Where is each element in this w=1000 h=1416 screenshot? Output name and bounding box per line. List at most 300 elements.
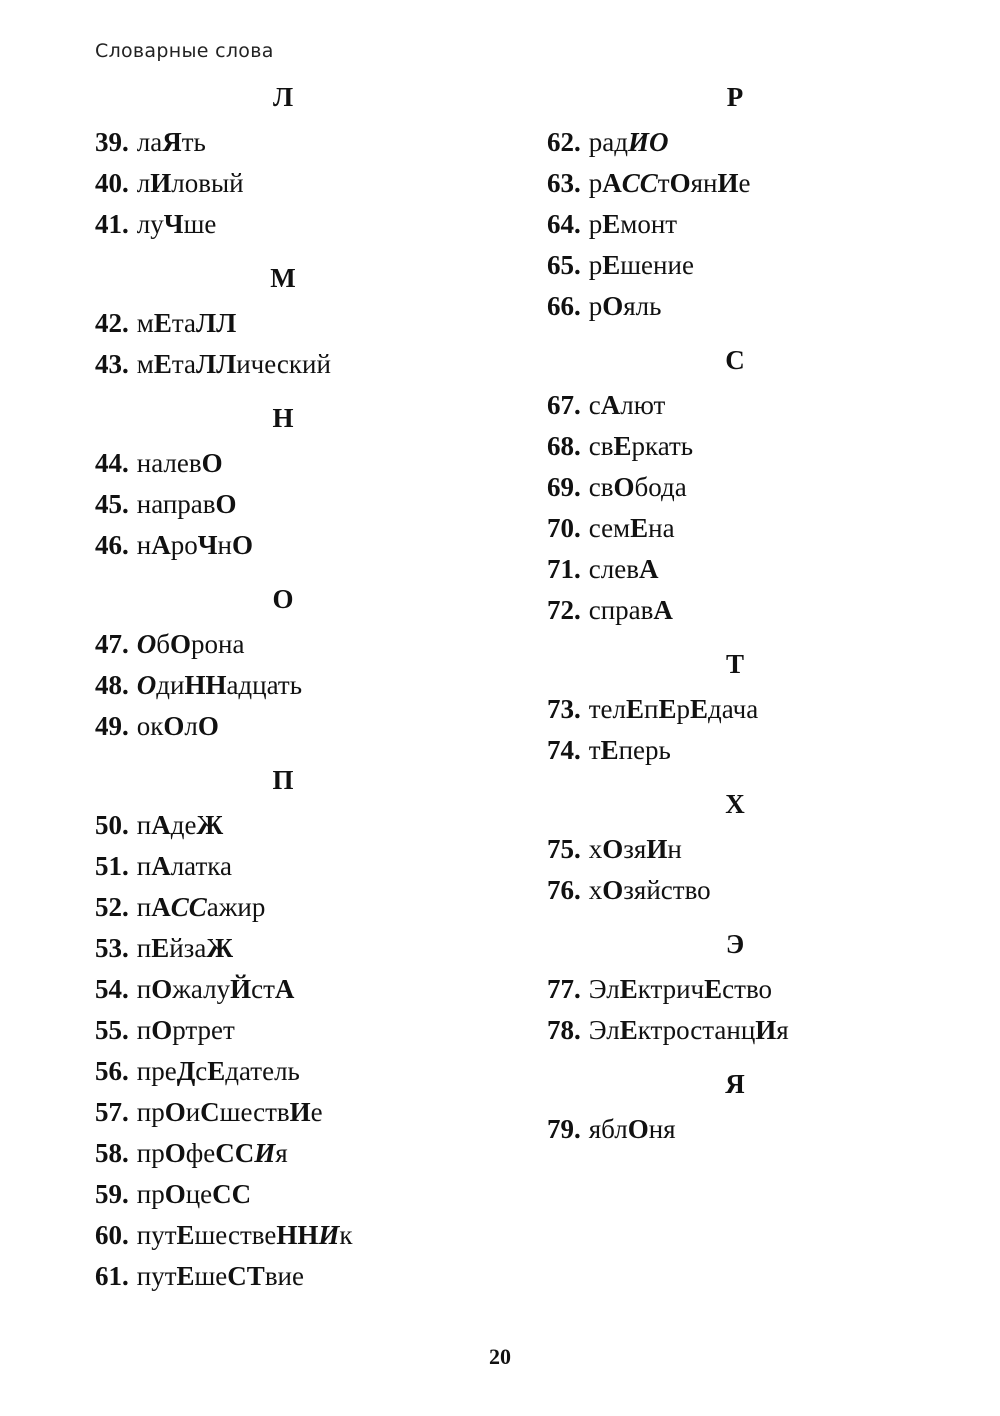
entry-number: 57. (95, 1097, 129, 1127)
highlighted-letters: О (215, 489, 237, 519)
word-fragment: ше (183, 209, 217, 239)
word-fragment: ртрет (172, 1015, 235, 1045)
highlighted-letters: СС (212, 1179, 252, 1209)
section-letter: Э (725, 929, 745, 959)
word-fragment: шеств (219, 1097, 290, 1127)
entry-word (137, 530, 253, 560)
entry-word (137, 810, 223, 840)
highlighted-letters: И (289, 1097, 311, 1127)
highlighted-letters: О (151, 974, 173, 1004)
entry-word (589, 735, 671, 765)
entry-word (589, 127, 669, 157)
word-fragment: фе (185, 1138, 216, 1168)
section-spacer (547, 1150, 947, 1164)
highlighted-letters: Е (153, 349, 172, 379)
highlighted-letters: О (627, 1114, 649, 1144)
entry-word (589, 472, 687, 502)
highlighted-letters: О (163, 711, 185, 741)
word-fragment: с (588, 390, 601, 420)
dictionary-section (95, 78, 495, 259)
dictionary-section (95, 761, 495, 1311)
word-fragment: адцать (226, 670, 303, 700)
dictionary-section (547, 785, 947, 925)
highlighted-letters: И (717, 168, 739, 198)
word-fragment: р (588, 291, 603, 321)
word-fragment: шестве (194, 1220, 277, 1250)
word-fragment: ябл (588, 1114, 628, 1144)
word-fragment: жалу (172, 974, 231, 1004)
section-spacer (547, 631, 947, 645)
word-fragment: р (588, 168, 603, 198)
highlighted-letters: Е (619, 974, 638, 1004)
word-fragment: ня (648, 1114, 676, 1144)
word-entry (95, 1256, 495, 1297)
word-fragment: н (136, 530, 152, 560)
word-fragment: п (136, 851, 152, 881)
word-fragment: к (339, 1220, 353, 1250)
highlighted-letters: Е (176, 1220, 195, 1250)
entry-number: 53. (95, 933, 129, 963)
dictionary-section (95, 399, 495, 580)
highlighted-letters: А (151, 851, 171, 881)
entry-number: 66. (547, 291, 581, 321)
highlighted-letters: СТ (227, 1261, 265, 1291)
highlighted-letters: А (600, 390, 621, 420)
word-fragment: сем (588, 513, 631, 543)
dictionary-section (547, 341, 947, 645)
highlighted-letters: ЛЛ (195, 308, 237, 338)
entry-number: 79. (547, 1114, 581, 1144)
entry-word (589, 1114, 676, 1144)
highlighted-letters: НН (276, 1220, 319, 1250)
entry-word (137, 933, 233, 963)
word-fragment: йза (169, 933, 207, 963)
word-fragment: справ (588, 595, 654, 625)
word-fragment: н (667, 834, 682, 864)
section-letter: М (270, 263, 296, 293)
word-fragment: ди (156, 670, 185, 700)
word-fragment: я (776, 1015, 789, 1045)
highlighted-letters: И (254, 1138, 276, 1168)
entry-word (589, 875, 711, 905)
entry-number: 59. (95, 1179, 129, 1209)
highlighted-letters: Й (230, 974, 252, 1004)
word-fragment: направ (136, 489, 216, 519)
word-entry (547, 163, 947, 204)
section-letter: О (272, 584, 294, 614)
entry-word (589, 390, 666, 420)
highlighted-letters: Е (630, 513, 649, 543)
entry-number: 62. (547, 127, 581, 157)
entry-word (589, 291, 662, 321)
highlighted-letters: И (646, 834, 668, 864)
highlighted-letters: О (164, 1097, 186, 1127)
highlighted-letters: НН (184, 670, 227, 700)
running-title: Словарные слова (95, 40, 274, 62)
word-fragment: н (217, 530, 232, 560)
entry-number: 64. (547, 209, 581, 239)
word-fragment: монт (620, 209, 678, 239)
word-entry (547, 689, 947, 730)
entry-number: 52. (95, 892, 129, 922)
entry-word (137, 209, 217, 239)
word-entry (547, 1109, 947, 1150)
word-fragment: ть (181, 127, 206, 157)
highlighted-letters: С (200, 1097, 220, 1127)
word-fragment: та (171, 349, 196, 379)
entry-number: 71. (547, 554, 581, 584)
entry-word (137, 1056, 300, 1086)
entry-word (589, 974, 772, 1004)
entry-word (137, 349, 331, 379)
entry-number: 46. (95, 530, 129, 560)
entry-word (137, 892, 266, 922)
word-fragment: лу (136, 209, 164, 239)
word-fragment: пр (136, 1097, 165, 1127)
highlighted-letters: Ч (163, 209, 184, 239)
highlighted-letters: Е (602, 250, 621, 280)
word-fragment: ла (136, 127, 163, 157)
word-fragment: е (310, 1097, 323, 1127)
word-fragment: ктростанц (637, 1015, 756, 1045)
word-fragment: Эл (588, 1015, 620, 1045)
entry-word (137, 1097, 323, 1127)
section-spacer (95, 1297, 495, 1311)
word-fragment: ркать (631, 431, 694, 461)
entry-word (137, 851, 232, 881)
word-fragment: п (136, 974, 152, 1004)
entry-number: 77. (547, 974, 581, 1004)
entry-word (137, 711, 219, 741)
word-fragment: яль (623, 291, 662, 321)
section-spacer (547, 1051, 947, 1065)
word-fragment: шение (620, 250, 694, 280)
word-entry (547, 870, 947, 911)
word-fragment: та (171, 308, 196, 338)
section-spacer (547, 771, 947, 785)
highlighted-letters: СС (621, 168, 658, 198)
word-entry (95, 122, 495, 163)
dictionary-section (95, 580, 495, 761)
word-fragment: ше (194, 1261, 228, 1291)
entry-word (137, 629, 245, 659)
entry-word (137, 1261, 304, 1291)
word-fragment: налев (136, 448, 202, 478)
word-fragment: п (136, 933, 152, 963)
entry-number: 76. (547, 875, 581, 905)
word-entry (547, 245, 947, 286)
entry-number: 49. (95, 711, 129, 741)
word-fragment: дача (708, 694, 759, 724)
highlighted-letters: О (669, 168, 691, 198)
word-entry (95, 1092, 495, 1133)
entry-number: 61. (95, 1261, 129, 1291)
entry-word (137, 1179, 251, 1209)
word-fragment: п (644, 694, 659, 724)
word-entry (547, 730, 947, 771)
highlighted-letters: Е (207, 1056, 226, 1086)
entry-number: 56. (95, 1056, 129, 1086)
highlighted-letters: А (151, 810, 171, 840)
word-fragment: м (136, 349, 154, 379)
section-letter: П (272, 765, 294, 795)
highlighted-letters: Е (151, 933, 170, 963)
section-spacer (547, 327, 947, 341)
highlighted-letters: О (151, 1015, 173, 1045)
word-entry (547, 426, 947, 467)
word-fragment: пре (136, 1056, 177, 1086)
word-entry (95, 665, 495, 706)
word-fragment: п (136, 1015, 152, 1045)
highlighted-letters: Д (176, 1056, 196, 1086)
word-fragment: слев (588, 554, 639, 584)
highlighted-letters: А (274, 974, 295, 1004)
word-fragment: я (275, 1138, 288, 1168)
word-fragment: ажир (206, 892, 266, 922)
highlighted-letters: Я (162, 127, 182, 157)
section-spacer (547, 911, 947, 925)
highlighted-letters: Е (704, 974, 723, 1004)
entry-word (137, 1138, 288, 1168)
highlighted-letters: Е (690, 694, 709, 724)
word-entry (95, 303, 495, 344)
highlighted-letters: А (151, 530, 171, 560)
word-entry (547, 204, 947, 245)
word-fragment: ктрич (637, 974, 705, 1004)
word-entry (95, 344, 495, 385)
highlighted-letters: О (136, 670, 157, 700)
section-letter: Х (725, 789, 745, 819)
highlighted-letters: О (164, 1138, 186, 1168)
entry-word (137, 168, 244, 198)
entry-word (589, 595, 673, 625)
entry-word (589, 431, 693, 461)
entry-word (137, 489, 237, 519)
entry-word (137, 1015, 235, 1045)
entry-number: 43. (95, 349, 129, 379)
entry-number: 60. (95, 1220, 129, 1250)
entry-number: 65. (547, 250, 581, 280)
word-entry (95, 1133, 495, 1174)
entry-word (589, 1015, 789, 1045)
word-entry (547, 385, 947, 426)
word-fragment: т (588, 735, 601, 765)
word-entry (95, 1051, 495, 1092)
word-fragment: и (185, 1097, 201, 1127)
dictionary-section (95, 259, 495, 399)
word-fragment: датель (225, 1056, 300, 1086)
word-fragment: на (648, 513, 675, 543)
word-fragment: св (588, 472, 614, 502)
entry-word (137, 974, 295, 1004)
entry-word (589, 250, 694, 280)
entry-number: 69. (547, 472, 581, 502)
entry-number: 40. (95, 168, 129, 198)
word-fragment: вие (264, 1261, 304, 1291)
highlighted-letters: Е (658, 694, 677, 724)
highlighted-letters: А (602, 168, 622, 198)
highlighted-letters: Ч (197, 530, 218, 560)
word-entry (95, 969, 495, 1010)
highlighted-letters: ИО (627, 127, 669, 157)
dictionary-section (547, 645, 947, 785)
word-entry (95, 163, 495, 204)
entry-number: 48. (95, 670, 129, 700)
section-spacer (95, 385, 495, 399)
highlighted-letters: И (318, 1220, 340, 1250)
entry-number: 75. (547, 834, 581, 864)
highlighted-letters: О (197, 711, 219, 741)
highlighted-letters: О (164, 1179, 186, 1209)
entry-number: 63. (547, 168, 581, 198)
entry-number: 54. (95, 974, 129, 1004)
word-entry (95, 1174, 495, 1215)
highlighted-letters: О (231, 530, 253, 560)
word-entry (547, 549, 947, 590)
highlighted-letters: О (602, 875, 624, 905)
entry-word (589, 513, 675, 543)
right-column (547, 78, 947, 1164)
word-entry (95, 846, 495, 887)
entry-word (137, 1220, 353, 1250)
word-fragment: пут (136, 1220, 177, 1250)
word-fragment: лют (620, 390, 666, 420)
word-entry (547, 969, 947, 1010)
entry-number: 39. (95, 127, 129, 157)
highlighted-letters: Е (153, 308, 172, 338)
word-fragment: с (195, 1056, 208, 1086)
entry-number: 78. (547, 1015, 581, 1045)
highlighted-letters: И (150, 168, 172, 198)
highlighted-letters: О (201, 448, 223, 478)
page-number: 20 (489, 1344, 511, 1369)
entry-number: 73. (547, 694, 581, 724)
word-fragment: пр (136, 1138, 165, 1168)
entry-number: 51. (95, 851, 129, 881)
highlighted-letters: Е (626, 694, 645, 724)
highlighted-letters: О (602, 834, 624, 864)
word-fragment: л (184, 711, 198, 741)
word-fragment: е (738, 168, 751, 198)
highlighted-letters: О (170, 629, 192, 659)
section-letter: С (725, 345, 745, 375)
word-entry (95, 204, 495, 245)
word-entry (95, 525, 495, 566)
left-column (95, 78, 495, 1311)
highlighted-letters: Е (619, 1015, 638, 1045)
highlighted-letters: О (613, 472, 635, 502)
word-fragment: бода (634, 472, 687, 502)
highlighted-letters: СС (170, 892, 207, 922)
entry-number: 50. (95, 810, 129, 840)
dictionary-section (547, 78, 947, 341)
entry-word (589, 168, 751, 198)
word-fragment: латка (170, 851, 232, 881)
highlighted-letters: О (602, 291, 624, 321)
word-entry (95, 887, 495, 928)
word-entry (95, 1215, 495, 1256)
word-fragment: т (657, 168, 670, 198)
entry-number: 55. (95, 1015, 129, 1045)
section-spacer (95, 245, 495, 259)
word-entry (547, 122, 947, 163)
highlighted-letters: Ж (206, 933, 234, 963)
highlighted-letters: А (653, 595, 673, 625)
entry-word (589, 834, 682, 864)
word-fragment: тел (588, 694, 627, 724)
highlighted-letters: О (136, 629, 157, 659)
highlighted-letters: Е (600, 735, 619, 765)
word-fragment: де (170, 810, 197, 840)
word-fragment: х (588, 834, 603, 864)
highlighted-letters: Е (602, 209, 621, 239)
entry-number: 70. (547, 513, 581, 543)
word-fragment: св (588, 431, 614, 461)
entry-word (589, 694, 758, 724)
word-fragment: рад (588, 127, 628, 157)
section-spacer (95, 566, 495, 580)
word-entry (547, 829, 947, 870)
entry-number: 44. (95, 448, 129, 478)
word-fragment: м (136, 308, 154, 338)
word-entry (547, 590, 947, 631)
word-entry (95, 805, 495, 846)
entry-number: 41. (95, 209, 129, 239)
word-fragment: б (156, 629, 170, 659)
entry-number: 74. (547, 735, 581, 765)
section-spacer (95, 747, 495, 761)
entry-word (589, 554, 659, 584)
word-fragment: Эл (588, 974, 620, 1004)
word-fragment: р (588, 250, 603, 280)
highlighted-letters: И (755, 1015, 777, 1045)
word-entry (95, 443, 495, 484)
entry-word (137, 448, 223, 478)
word-entry (95, 928, 495, 969)
word-fragment: пут (136, 1261, 177, 1291)
highlighted-letters: ЛЛ (195, 349, 237, 379)
word-fragment: р (588, 209, 603, 239)
word-fragment: ст (251, 974, 275, 1004)
word-fragment: ок (136, 711, 164, 741)
word-entry (95, 624, 495, 665)
highlighted-letters: А (638, 554, 659, 584)
section-letter: Р (726, 82, 744, 112)
word-fragment: ство (722, 974, 773, 1004)
highlighted-letters: Е (176, 1261, 195, 1291)
word-fragment: зяйство (623, 875, 711, 905)
entry-word (137, 670, 302, 700)
word-entry (547, 508, 947, 549)
word-fragment: ловый (171, 168, 244, 198)
word-fragment: х (588, 875, 603, 905)
entry-number: 42. (95, 308, 129, 338)
highlighted-letters: Е (613, 431, 632, 461)
word-fragment: ян (690, 168, 718, 198)
word-fragment: п (136, 892, 152, 922)
section-letter: Н (272, 403, 294, 433)
word-fragment: л (136, 168, 151, 198)
entry-number: 67. (547, 390, 581, 420)
section-letter: Я (725, 1069, 745, 1099)
word-fragment: ро (170, 530, 198, 560)
word-fragment: р (676, 694, 690, 724)
section-letter: Л (272, 82, 294, 112)
word-fragment: пр (136, 1179, 165, 1209)
highlighted-letters: СС (215, 1138, 255, 1168)
dictionary-section (547, 1065, 947, 1164)
word-fragment: перь (618, 735, 671, 765)
